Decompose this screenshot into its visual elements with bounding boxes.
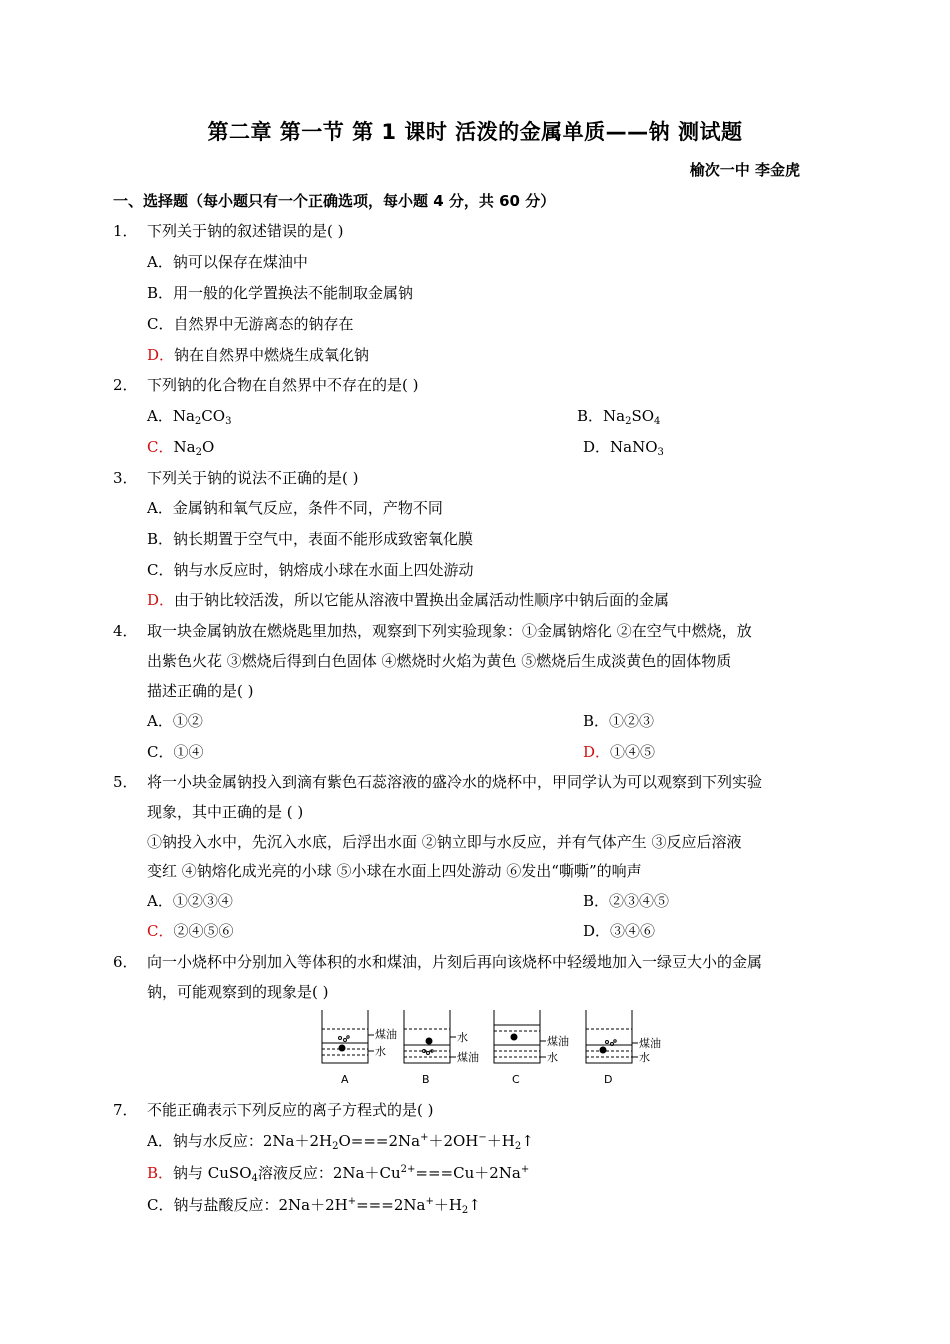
answer-letter: B． [147, 1164, 174, 1182]
label-kerosene-b: 煤油 [457, 1051, 479, 1064]
section-heading: 一、选择题（每小题只有一个正确选项，每小题 4 分，共 60 分） [113, 192, 556, 210]
option-a: A．金属钠和氧气反应，条件不同，产物不同 [147, 499, 443, 517]
label-kerosene-a: 煤油 [375, 1028, 397, 1041]
beaker-b [404, 1010, 456, 1063]
author: 榆次一中 李金虎 [689, 161, 800, 179]
beaker-a [322, 1010, 374, 1063]
question-number: 4． [113, 622, 138, 640]
question-stem-line: 钠，可能观察到的现象是( ) [147, 983, 329, 1001]
answer-letter: D． [147, 591, 175, 609]
option-d: D．钠在自然界中燃烧生成氧化钠 [147, 346, 370, 364]
beaker-figure [318, 1007, 668, 1089]
option-d: D．①④⑤ [583, 743, 656, 761]
label-c: C [512, 1073, 520, 1086]
question-stem-line: 出紫色火花 ③燃烧后得到白色固体 ④燃烧时火焰为黄色 ⑤燃烧后生成淡黄色的固体物质 [147, 652, 732, 670]
question-stem: 下列钠的化合物在自然界中不存在的是( ) [147, 376, 419, 394]
page-title: 第二章 第一节 第 1 课时 活泼的金属单质——钠 测试题 [207, 120, 743, 144]
question-stem: 不能正确表示下列反应的离子方程式的是( ) [147, 1101, 434, 1119]
question-number: 6． [113, 953, 138, 971]
question-stem-line: 现象，其中正确的是 ( ) [147, 803, 304, 821]
label-water-b: 水 [457, 1031, 468, 1044]
option-b: B．钠与 CuSO$_4$溶液反应：$2Na+Cu^{2+}===Cu+2Na^+$ [147, 1164, 530, 1184]
option-a: A．①② [147, 712, 203, 730]
question-number: 1． [113, 222, 138, 240]
answer-letter: C． [147, 922, 174, 940]
option-c: C．钠与盐酸反应：$2Na+2H^+===2Na^++H_2↑$ [147, 1196, 481, 1216]
label-water-a: 水 [375, 1045, 386, 1058]
option-b: B．用一般的化学置换法不能制取金属钠 [147, 284, 414, 302]
option-d: D．由于钠比较活泼，所以它能从溶液中置换出金属活动性顺序中钠后面的金属 [147, 591, 670, 609]
option-a: A．①②③④ [147, 892, 233, 910]
label-water-d: 水 [639, 1051, 650, 1064]
question-stem-line: 向一小烧杯中分别加入等体积的水和煤油，片刻后再向该烧杯中轻缓地加入一绿豆大小的金属 [147, 953, 763, 971]
option-a: A．$Na_2CO_3$ [147, 407, 232, 427]
option-b: B．②③④⑤ [583, 892, 670, 910]
question-stem-line: 将一小块金属钠投入到滴有紫色石蕊溶液的盛冷水的烧杯中，甲同学认为可以观察到下列实验 [147, 773, 763, 791]
question-stem: 下列关于钠的叙述错误的是( ) [147, 222, 344, 240]
option-b: B．钠长期置于空气中，表面不能形成致密氧化膜 [147, 530, 474, 548]
answer-letter: C． [147, 438, 174, 456]
question-stem-line: 取一块金属钠放在燃烧匙里加热，观察到下列实验现象：①金属钠熔化 ②在空气中燃烧，放 [147, 622, 752, 640]
beaker-c [494, 1010, 546, 1063]
label-a: A [341, 1073, 349, 1086]
option-a: A．钠可以保存在煤油中 [147, 253, 308, 271]
option-c: C．②④⑤⑥ [147, 922, 234, 940]
question-number: 7． [113, 1101, 138, 1119]
option-b: B．$Na_2SO_4$ [577, 407, 661, 427]
question-stem-line: ①钠投入水中，先沉入水底，后浮出水面 ②钠立即与水反应，并有气体产生 ③反应后溶液 [147, 833, 742, 851]
question-number: 5． [113, 773, 138, 791]
beaker-d [586, 1010, 638, 1063]
option-b: B．①②③ [583, 712, 655, 730]
label-kerosene-d: 煤油 [639, 1037, 661, 1050]
answer-letter: D． [583, 743, 611, 761]
label-b: B [422, 1073, 430, 1086]
option-a: A．钠与水反应：$2Na+2H_2O===2Na^++2OH^-+H_2↑$ [147, 1132, 534, 1152]
question-stem-line: 变红 ④钠熔化成光亮的小球 ⑤小球在水面上四处游动 ⑥发出“嘶嘶”的响声 [147, 862, 642, 880]
question-stem-line: 描述正确的是( ) [147, 682, 254, 700]
option-c: C．自然界中无游离态的钠存在 [147, 315, 354, 333]
question-number: 2． [113, 376, 138, 394]
option-d: D．③④⑥ [583, 922, 656, 940]
label-water-c: 水 [547, 1051, 558, 1064]
option-c: C．①④ [147, 743, 204, 761]
label-d: D [604, 1073, 613, 1086]
option-d: D．NaNO$_3$ [583, 438, 664, 458]
answer-letter: D． [147, 346, 175, 364]
label-kerosene-c: 煤油 [547, 1035, 569, 1048]
question-number: 3． [113, 469, 138, 487]
question-stem: 下列关于钠的说法不正确的是( ) [147, 469, 359, 487]
option-c: C．钠与水反应时，钠熔成小球在水面上四处游动 [147, 561, 474, 579]
option-c: C．$Na_2O$ [147, 438, 215, 458]
